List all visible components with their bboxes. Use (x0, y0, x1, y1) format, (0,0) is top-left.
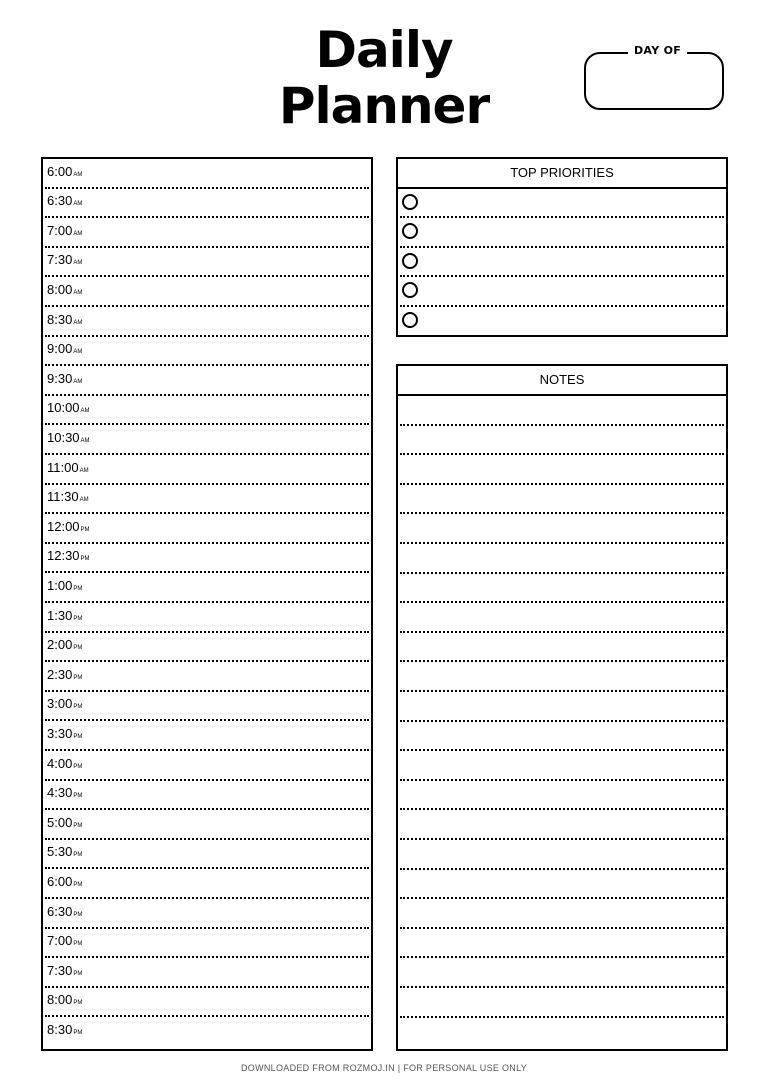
top-priorities-panel (396, 157, 728, 337)
time-value: 11:00 (47, 459, 79, 475)
note-line[interactable] (398, 781, 726, 811)
am-pm-marker: PM (73, 615, 83, 622)
time-slot-label (47, 785, 82, 804)
time-slot-label (47, 578, 82, 597)
time-value: 4:00 (47, 755, 73, 771)
time-value: 8:00 (47, 992, 73, 1008)
time-slot-label (47, 193, 82, 212)
note-line[interactable] (398, 899, 726, 929)
time-slot-label (47, 637, 82, 656)
time-slot-label (47, 667, 82, 686)
note-line[interactable] (398, 574, 726, 604)
time-slot-label (47, 1022, 82, 1041)
time-slot-row[interactable] (43, 485, 371, 515)
time-slot-row[interactable] (43, 633, 371, 663)
time-slot-row[interactable] (43, 337, 371, 367)
time-slot-row[interactable] (43, 751, 371, 781)
time-value: 5:30 (47, 844, 73, 860)
time-slot-row[interactable] (43, 692, 371, 722)
time-slot-row[interactable] (43, 662, 371, 692)
priority-checkbox-icon[interactable] (402, 194, 418, 210)
top-priorities-title: TOP PRIORITIES (398, 159, 726, 189)
time-slot-label (47, 223, 82, 242)
am-pm-marker: PM (73, 585, 83, 592)
time-slot-label (47, 430, 90, 449)
time-slot-row[interactable] (43, 189, 371, 219)
note-line[interactable] (398, 603, 726, 633)
time-slot-row[interactable] (43, 603, 371, 633)
note-line[interactable] (398, 988, 726, 1018)
note-line[interactable] (398, 426, 726, 456)
time-slot-label (47, 963, 82, 982)
time-slot-label (47, 460, 89, 479)
note-line[interactable] (398, 929, 726, 959)
time-slot-row[interactable] (43, 544, 371, 574)
time-value: 10:00 (47, 400, 80, 416)
page-title-line2: Planner (278, 77, 490, 135)
time-value: 7:00 (47, 933, 73, 949)
hourly-schedule (41, 157, 373, 1051)
time-value: 1:30 (47, 607, 73, 623)
time-slot-row[interactable] (43, 573, 371, 603)
time-slot-label (47, 844, 82, 863)
time-value: 8:00 (47, 281, 73, 297)
time-slot-row[interactable] (43, 988, 371, 1018)
time-slot-row[interactable] (43, 810, 371, 840)
time-slot-row[interactable] (43, 396, 371, 426)
note-line[interactable] (398, 662, 726, 692)
note-line[interactable] (398, 396, 726, 426)
am-pm-marker: PM (73, 763, 83, 770)
time-value: 12:30 (47, 548, 80, 564)
time-value: 7:00 (47, 222, 73, 238)
notes-title: NOTES (398, 366, 726, 396)
time-value: 3:30 (47, 725, 73, 741)
day-of-label: DAY OF (628, 44, 687, 58)
am-pm-marker: AM (73, 201, 83, 208)
time-slot-row[interactable] (43, 869, 371, 899)
am-pm-marker: PM (73, 645, 83, 652)
note-line[interactable] (398, 810, 726, 840)
note-line[interactable] (398, 485, 726, 515)
am-pm-marker: AM (73, 289, 83, 296)
time-slot-label (47, 815, 82, 834)
time-slot-row[interactable] (43, 455, 371, 485)
am-pm-marker: PM (80, 526, 90, 533)
time-slot-row[interactable] (43, 929, 371, 959)
note-line[interactable] (398, 544, 726, 574)
am-pm-marker: AM (79, 497, 89, 504)
am-pm-marker: PM (73, 852, 83, 859)
time-slot-row[interactable] (43, 514, 371, 544)
am-pm-marker: AM (73, 378, 83, 385)
time-slot-row[interactable] (43, 277, 371, 307)
priority-checkbox-icon[interactable] (402, 282, 418, 298)
time-slot-label (47, 164, 82, 183)
time-slot-label (47, 933, 82, 952)
time-slot-label (47, 252, 82, 271)
time-slot-row[interactable] (43, 159, 371, 189)
time-value: 9:00 (47, 341, 73, 357)
time-slot-label (47, 992, 82, 1011)
priority-row[interactable] (398, 218, 726, 247)
am-pm-marker: PM (80, 556, 90, 563)
am-pm-marker: PM (73, 733, 83, 740)
priority-checkbox-icon[interactable] (402, 253, 418, 269)
am-pm-marker: PM (73, 911, 83, 918)
time-slot-row[interactable] (43, 899, 371, 929)
time-slot-label (47, 608, 82, 627)
time-value: 10:30 (47, 429, 80, 445)
am-pm-marker: AM (73, 319, 83, 326)
time-value: 6:00 (47, 163, 73, 179)
time-slot-row[interactable] (43, 307, 371, 337)
priority-checkbox-icon[interactable] (402, 312, 418, 328)
am-pm-marker: PM (73, 1000, 83, 1007)
time-slot-label (47, 489, 89, 508)
time-value: 12:00 (47, 518, 80, 534)
note-line[interactable] (398, 958, 726, 988)
time-value: 3:00 (47, 696, 73, 712)
time-value: 8:30 (47, 1021, 73, 1037)
notes-panel (396, 364, 728, 1051)
time-slot-row[interactable] (43, 248, 371, 278)
time-slot-label (47, 371, 82, 390)
am-pm-marker: PM (73, 793, 83, 800)
am-pm-marker: AM (80, 408, 90, 415)
page-title-line1: Daily (315, 21, 453, 79)
priority-row[interactable] (398, 189, 726, 218)
time-slot-row[interactable] (43, 721, 371, 751)
time-value: 4:30 (47, 785, 73, 801)
time-slot-label (47, 756, 82, 775)
footer-credit: DOWNLOADED FROM ROZMOJ.IN | FOR PERSONAL USE ONLY (240, 1063, 528, 1073)
note-line[interactable] (398, 514, 726, 544)
time-value: 6:30 (47, 903, 73, 919)
time-value: 5:00 (47, 814, 73, 830)
time-value: 6:00 (47, 873, 73, 889)
priority-row[interactable] (398, 277, 726, 306)
am-pm-marker: AM (73, 230, 83, 237)
time-value: 8:30 (47, 311, 73, 327)
time-value: 6:30 (47, 193, 73, 209)
time-value: 7:30 (47, 962, 73, 978)
time-slot-row[interactable] (43, 1017, 371, 1047)
am-pm-marker: AM (73, 260, 83, 267)
time-slot-row[interactable] (43, 840, 371, 870)
am-pm-marker: PM (73, 1029, 83, 1036)
am-pm-marker: PM (73, 822, 83, 829)
note-line[interactable] (398, 455, 726, 485)
am-pm-marker: PM (73, 704, 83, 711)
time-value: 2:30 (47, 666, 73, 682)
am-pm-marker: AM (80, 437, 90, 444)
time-slot-label (47, 726, 82, 745)
priority-row[interactable] (398, 248, 726, 277)
note-line[interactable] (398, 840, 726, 870)
priority-row[interactable] (398, 307, 726, 336)
time-slot-row[interactable] (43, 218, 371, 248)
time-slot-label (47, 400, 90, 419)
time-slot-row[interactable] (43, 958, 371, 988)
time-slot-label (47, 548, 90, 567)
note-line[interactable] (398, 1018, 726, 1048)
am-pm-marker: AM (79, 467, 89, 474)
note-line[interactable] (398, 722, 726, 752)
time-value: 2:00 (47, 637, 73, 653)
day-of-field[interactable] (584, 52, 724, 110)
am-pm-marker: PM (73, 970, 83, 977)
am-pm-marker: PM (73, 941, 83, 948)
time-slot-row[interactable] (43, 425, 371, 455)
time-slot-label (47, 312, 82, 331)
note-line[interactable] (398, 692, 726, 722)
note-line[interactable] (398, 633, 726, 663)
am-pm-marker: AM (73, 171, 83, 178)
time-slot-label (47, 519, 90, 538)
note-line[interactable] (398, 751, 726, 781)
time-value: 9:30 (47, 370, 73, 386)
time-value: 1:00 (47, 577, 73, 593)
am-pm-marker: PM (73, 881, 83, 888)
time-slot-label (47, 341, 82, 360)
time-value: 7:30 (47, 252, 73, 268)
note-line[interactable] (398, 870, 726, 900)
am-pm-marker: PM (73, 674, 83, 681)
am-pm-marker: AM (73, 349, 83, 356)
time-slot-row[interactable] (43, 781, 371, 811)
time-slot-label (47, 904, 82, 923)
priority-checkbox-icon[interactable] (402, 223, 418, 239)
time-slot-row[interactable] (43, 366, 371, 396)
time-slot-label (47, 874, 82, 893)
time-value: 11:30 (47, 489, 79, 505)
time-slot-label (47, 282, 82, 301)
time-slot-label (47, 696, 82, 715)
